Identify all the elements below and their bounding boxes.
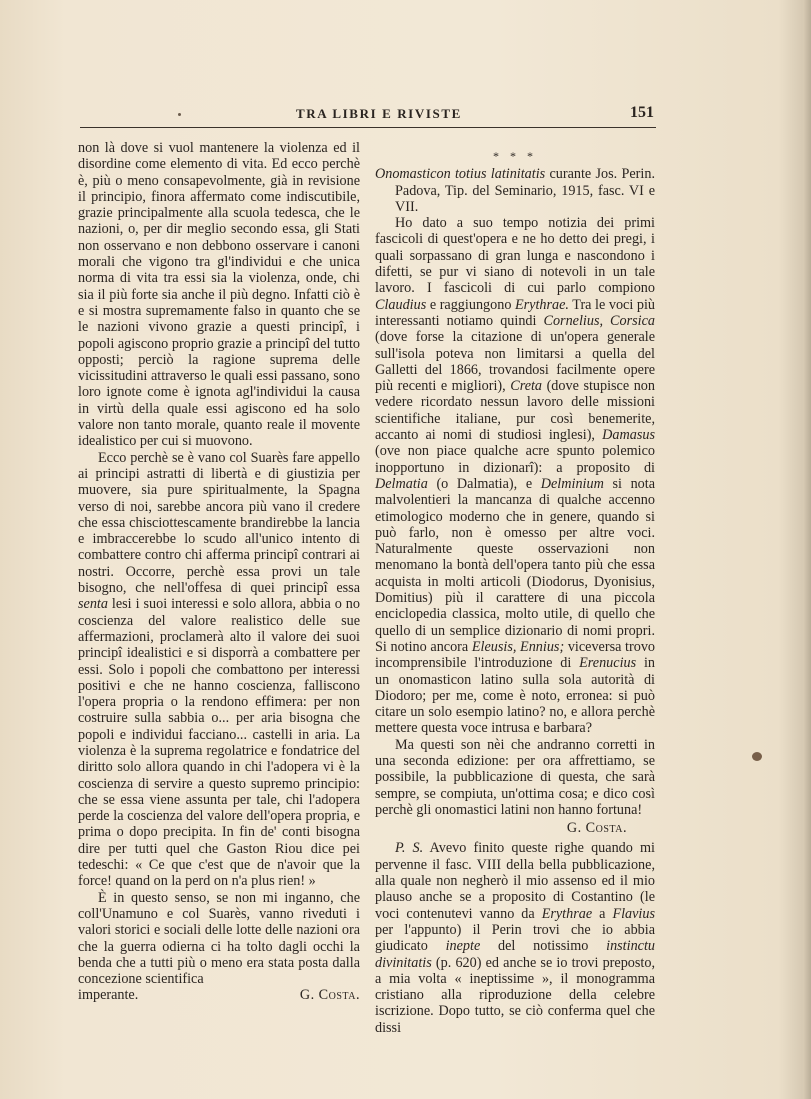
page-header (80, 104, 656, 128)
italic-term: Delminium (540, 475, 604, 492)
italic-term: Erythrae (541, 905, 593, 922)
italic-term: senta (78, 596, 108, 613)
paragraph (375, 215, 655, 737)
text-run: (dove stupisce non vedere ricordato nessun lavoro delle missioni scientifiche italiane, pur così benemerite, accanto ai nomi di studiosi inglesi), (375, 378, 655, 444)
closing-line (78, 987, 360, 1003)
text-run: lesi i suoi interessi e solo allora, abbia o no coscienza del valore realistico delle sue affermazioni, proclamerà alto il valore dei suoi principî idealistici e si disporrà a combattere per essi. Solo i popoli che combattono per interessi positivi e che ne hanno coscienza, falliscono l'opera propria o la rendono effimera: per non costruire sulla sabbia o... per aria bisogna che popoli e individui facciano... castelli in aria. La violenza è la suprema regolatrice e fondatrice del diritto solo allora quando in chi l'adopera vi è la coscienza di servire a questo supremo principio: che se essa viene assunta per tale, chi l'adopera perde la coscienza del valore dell'opera propria, e prima o dopo precipita. In fin de' conti bisogna dire per tutti quel che Gaston Riou dice pei tedeschi: « Ce que c'est que de n'avoir que la force! quand on la perd on n'a plus rien! » (78, 596, 360, 890)
text-run: e raggiungono (426, 296, 515, 313)
italic-term: Creta (510, 378, 543, 395)
text-run: Ecco perchè se è vano col Suarès fare appello ai principi astratti di libertà e di giustizia per muovere, sia pure spiritualmente, la Spagna verso di noi, sarebbe ancora più vano il credere che essa chisciottescamente brandirebbe la lancia e imbraccerebbe lo scudo all'unico intento di combattere contro chi afferma principî contrari ai nostri. Occorre, perchè essa provi un tale bisogno, che nell'offesa di quei principî essa (78, 449, 360, 597)
italic-term: Claudius (375, 296, 427, 313)
paragraph: non là dove si vuol mantenere la violenza ed il disordine come elemento di vita. Ed ecco perchè è, più o meno consapevolmente, già in revisione il principio, finora affermato come indiscutibile, grazie principalmente alla scuola tedesca, che le nazioni, o, per dir meglio secondo essa, gli Stati non osservano e non debbono osservare i canoni morali che vigono tra gl'individui e che unica norma di vita tra essi sia la violenza, onde, chi sia il più forte sia anche il più degno. Infatti ciò è e si mostra supremamente falso in quanto che se le nazioni vivono grazie a questi principî, i popoli agiscono proprio grazie a principî del tutto opposti; perciò la ragione suprema delle vicissitudini attraverso le quali essi passano, sono loro ignote come è ignota agl'individui la causa in virtù della quale essi agiscono ed ha solo valore non tanto morale, quanto reale il movente idealistico per cui si muovono. (78, 140, 360, 450)
book-title: Onomasticon totius latinitatis (375, 166, 546, 183)
author-signature: G. Costa. (566, 820, 627, 837)
ink-spot (752, 752, 762, 761)
paragraph: Ma questi son nèi che andranno corretti in una seconda edizione: per ora affrettiamo, se possibile, la pubblicazione di questa, che sarà sempre, se compiuta, un'ottima cosa; e dico così perchè gli onomastici latini non hanno fortuna! (375, 736, 655, 818)
italic-term: Delmatia (375, 475, 428, 492)
running-title: TRA LIBRI E RIVISTE (296, 106, 462, 121)
italic-term: Cornelius, Corsica (543, 312, 655, 329)
text-run: viceversa trovo incomprensibile l'introduzione di (375, 638, 656, 672)
text-run: (ove non piace qualche acre spunto polemico inopportuno in dizionarî): a proposito di (375, 443, 655, 476)
text-run: imperante. (78, 987, 139, 1004)
text-run: (dove forse la citazione di un'opera generale sull'isola poteva non limitarsi a quella del Galletti del 1866, trovandosi facilmente opere più recenti e migliori), (375, 329, 655, 395)
book-citation (375, 166, 655, 215)
citation-details: curante Jos. Perin. Padova, Tip. del Seminario, 1915, fasc. VI e VII. (395, 166, 655, 215)
header-rule (80, 127, 656, 128)
italic-term: P. S. (395, 840, 424, 857)
page-number: 151 (630, 104, 654, 121)
italic-term: instinctu divinitatis (375, 938, 655, 971)
text-run: (o Dalmatia), e (427, 475, 541, 492)
text-run: a (592, 905, 613, 922)
text-run: (p. 620) ed anche se io trovi preposto, a mia volta « ineptissime », il monogramma cristiano alla riproduzione della celebre iscrizione. Dopo tutto, se ciò conferma quel che dissi (375, 954, 655, 1036)
italic-term: Erythrae. (514, 296, 569, 313)
paragraph (78, 450, 360, 890)
text-run: per l'appunto) il Perin trovi che io abbia giudicato (375, 921, 655, 955)
text-run: Avevo finito queste righe quando mi pervenne il fasc. VIII della bella pubblicazione, alla quale non negherò il mio assenso ed il mio plauso anche se a proposito di Costantino (le voci contenutevi vanno da (375, 840, 655, 922)
author-signature: G. Costa. (299, 987, 360, 1004)
text-run: si nota malvolentieri la mancanza di qualche accenno etimologico moderno che in genere, quando si può farlo, non è omesso per altre voci. Naturalmente queste osservazioni non menomano la bontà dell'opera tanto più che essa acquista in molti articoli (Diodorus, Dyonisius, Domitius) più il carattere di una piccola enciclopedia classica, molto utile, di quello che quello di un semplice dizionario di nomi propri. Si notino ancora (375, 475, 655, 655)
text-run: Tra le voci più interessanti notiamo quindi (375, 296, 655, 329)
page-edge (803, 0, 811, 1099)
italic-term: Damasus (602, 427, 655, 444)
section-separator: * * * (493, 149, 537, 163)
italic-term: Erenucius (579, 655, 637, 672)
postscript (375, 840, 655, 1036)
paragraph: È in questo senso, se non mi inganno, che coll'Unamuno e col Suarès, vanno riveduti i valori storici e sociali delle lotte delle nazioni ora che la guerra odierna ci ha tolto dagli occhi la benda che a tutti più o meno era stata posta dalla concezione scientifica (78, 889, 360, 988)
italic-term: Flavius (612, 905, 655, 922)
text-run: Ho dato a suo tempo notizia dei primi fascicoli di quest'opera e ne ho detto dei pregi, i quali sorpassano di gran lunga e nascondono i difetti, se pur vi siano di notevoli in un tale lavoro. I fascicoli di cui parlo compiono (375, 215, 655, 297)
right-column (375, 148, 655, 1036)
left-column (78, 140, 360, 1004)
text-run: del notissimo (480, 938, 607, 955)
italic-term: inepte (445, 938, 481, 955)
italic-term: Eleusis, Ennius; (471, 638, 565, 655)
text-run: in un onomasticon latino sulla sola autorità di Diodoro; per me, come è noto, erronea: si può citare un solo esempio latino? no, e allora perchè mettere questa voce intrusa e barbara? (375, 655, 655, 737)
